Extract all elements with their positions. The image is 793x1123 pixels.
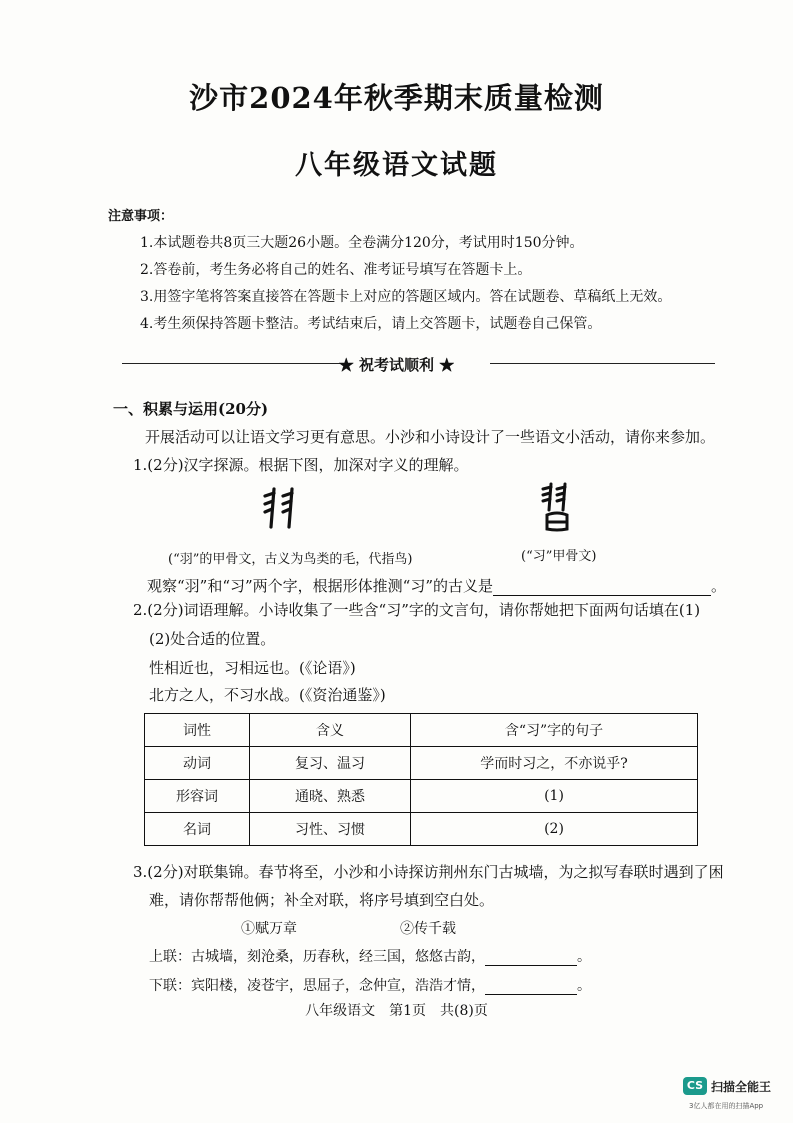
page-subtitle: 八年级语文试题 <box>295 150 498 181</box>
caption-yu: (“羽”的甲骨文，古义为鸟类的毛，代指鸟) <box>168 552 413 567</box>
q3-stem-line2: 难，请你帮帮他俩；补全对联，将序号填到空白处。 <box>149 891 495 909</box>
table-cell: 习性、习惯 <box>250 813 411 846</box>
blessing-text: ★ 祝考试顺利 ★ <box>338 356 455 374</box>
table-header-cell: 含“习”字的句子 <box>411 714 698 747</box>
q3-option-1: ①赋万章 <box>241 921 297 937</box>
page-footer: 八年级语文 第1页 共(8)页 <box>305 1003 488 1019</box>
q1-ask-end: 。 <box>711 577 727 595</box>
q3-option-2: ②传千载 <box>400 921 456 937</box>
notice-item-1: 1.本试题卷共8页三大题26小题。全卷满分120分，考试用时150分钟。 <box>140 235 584 251</box>
couplet-lower <box>149 975 591 995</box>
couplet-upper-blank[interactable] <box>485 950 577 966</box>
word-table <box>144 713 698 846</box>
q1-stem: 1.(2分)汉字探源。根据下图，加深对字义的理解。 <box>133 456 469 474</box>
couplet-upper-text: 上联：古城墙，刻沧桑，历春秋，经三国，悠悠古韵， <box>149 949 485 965</box>
table-cell: (2) <box>411 813 698 846</box>
q3-stem-line1: 3.(2分)对联集锦。春节将至，小沙和小诗探访荆州东门古城墙，为之拟写春联时遇到了困 <box>133 863 724 881</box>
q1-answer-blank[interactable] <box>493 580 711 596</box>
table-cell: 通晓、熟悉 <box>250 780 411 813</box>
table-row <box>145 813 698 846</box>
couplet-upper <box>149 946 591 966</box>
divider-right <box>490 363 715 364</box>
table-cell: 动词 <box>145 747 250 780</box>
notice-item-4: 4.考生须保持答题卡整洁。考试结束后，请上交答题卡，试题卷自己保管。 <box>140 316 602 332</box>
couplet-upper-end: 。 <box>577 949 591 965</box>
q2-sentence-2: 北方之人，不习水战。(《资治通鉴》) <box>149 686 386 704</box>
couplet-lower-end: 。 <box>577 978 591 994</box>
q2-stem-line1: 2.(2分)词语理解。小诗收集了一些含“习”字的文言句，请你帮她把下面两句话填在(1) <box>133 601 701 619</box>
q2-sentence-1: 性相近也，习相远也。(《论语》) <box>149 659 356 677</box>
q1-ask <box>147 575 726 596</box>
table-header-cell: 含义 <box>250 714 411 747</box>
camscanner-tagline: 3亿人都在用的扫描App <box>689 1102 764 1110</box>
notice-heading: 注意事项： <box>108 209 174 224</box>
page-title: 沙市2024年秋季期末质量检测 <box>189 81 604 115</box>
couplet-lower-blank[interactable] <box>485 979 577 995</box>
table-cell: 名词 <box>145 813 250 846</box>
table-cell: 学而时习之，不亦说乎? <box>411 747 698 780</box>
table-header-row <box>145 714 698 747</box>
table-cell: (1) <box>411 780 698 813</box>
table-header-cell: 词性 <box>145 714 250 747</box>
table-row <box>145 747 698 780</box>
oracle-yu-glyph <box>262 487 302 535</box>
caption-xi: (“习”甲骨文) <box>521 549 597 564</box>
oracle-xi-glyph <box>540 482 574 536</box>
notice-item-3: 3.用签字笔将答案直接答在答题卡上对应的答题区域内。答在试题卷、草稿纸上无效。 <box>140 289 672 305</box>
camscanner-name: 扫描全能王 <box>711 1080 772 1094</box>
couplet-lower-text: 下联：宾阳楼，凌苍宇，思屈子，念仲宣，浩浩才情， <box>149 978 485 994</box>
section-heading: 一、积累与运用(20分) <box>113 400 269 418</box>
camscanner-logo: CS <box>683 1077 707 1095</box>
notice-item-2: 2.答卷前，考生务必将自己的姓名、准考证号填写在答题卡上。 <box>140 262 532 278</box>
q2-stem-line2: (2)处合适的位置。 <box>149 630 276 648</box>
section-intro: 开展活动可以让语文学习更有意思。小沙和小诗设计了一些语文小活动，请你来参加。 <box>145 428 716 446</box>
table-cell: 形容词 <box>145 780 250 813</box>
table-cell: 复习、温习 <box>250 747 411 780</box>
q1-ask-text: 观察“羽”和“习”两个字，根据形体推测“习”的古义是 <box>147 577 494 595</box>
table-row <box>145 780 698 813</box>
